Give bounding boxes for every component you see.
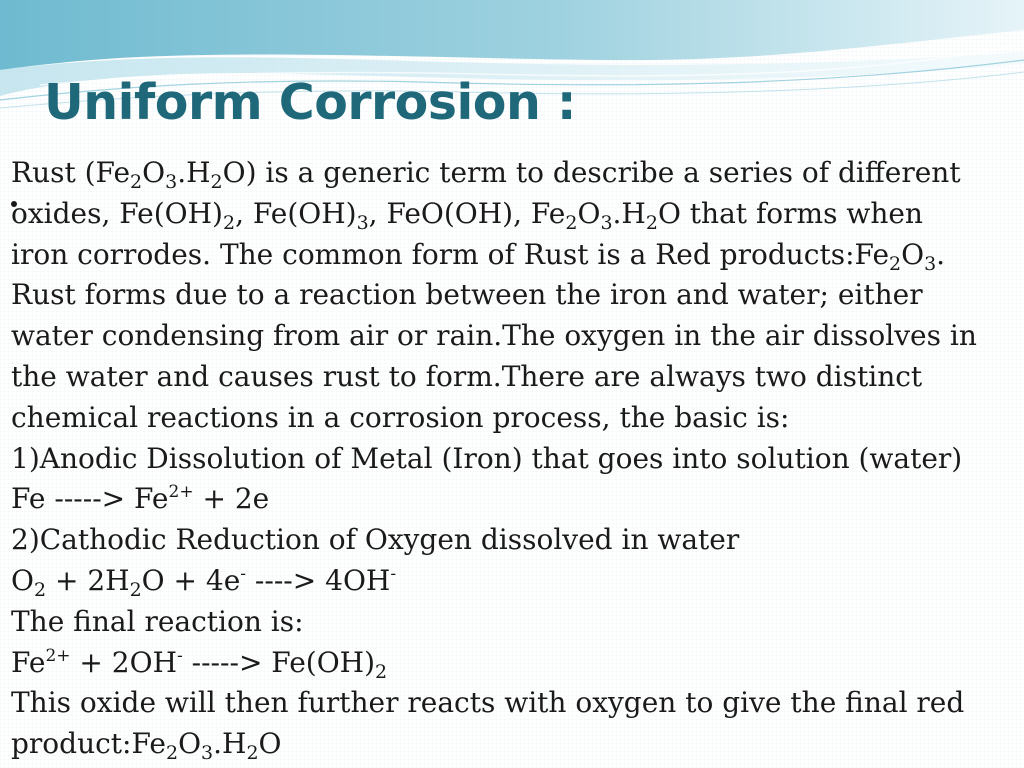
slide-title: Uniform Corrosion :	[44, 74, 577, 131]
body-line: the water and causes rust to form.There are always two distinct	[11, 359, 923, 393]
anodic-equation: Fe -----> $Fe^{2+} + 2e$	[11, 482, 270, 516]
slide-body	[11, 153, 1016, 765]
cathodic-reaction-heading: 2)Cathodic Reduction of Oxygen dissolved in water	[11, 523, 740, 557]
body-line: Rust forms due to a reaction between the iron and water; either	[11, 278, 923, 312]
body-line: oxides, $Fe(OH)_2$, $Fe(OH)_3$, FeO(OH), $Fe_2O_3.H_2O$ that forms when	[11, 196, 923, 234]
final-reaction-heading: The final reaction is:	[11, 604, 304, 638]
final-equation: $Fe^{2+} + 2OH^-$ -----> $Fe(OH)_2$	[11, 645, 388, 683]
anodic-reaction-heading: 1)Anodic Dissolution of Metal (Iron) that goes into solution (water)	[11, 441, 963, 475]
body-line: chemical reactions in a corrosion process, the basic is:	[11, 400, 790, 434]
cathodic-equation: $O_2 + 2H_2O + 4e^-$ ----> 4OH-	[11, 563, 397, 601]
body-line: water condensing from air or rain.The oxygen in the air dissolves in	[11, 319, 977, 353]
body-line: $product:Fe_2O_3.H_2O$	[11, 727, 282, 765]
body-line: iron corrodes. The common form of Rust is a Red $products:Fe_2O_3$.	[11, 237, 946, 275]
body-line: This oxide will then further reacts with oxygen to give the final red	[11, 686, 965, 720]
body-line: Rust $(Fe_2O_3.H_2O)$ is a generic term to describe a series of different	[11, 156, 961, 193]
